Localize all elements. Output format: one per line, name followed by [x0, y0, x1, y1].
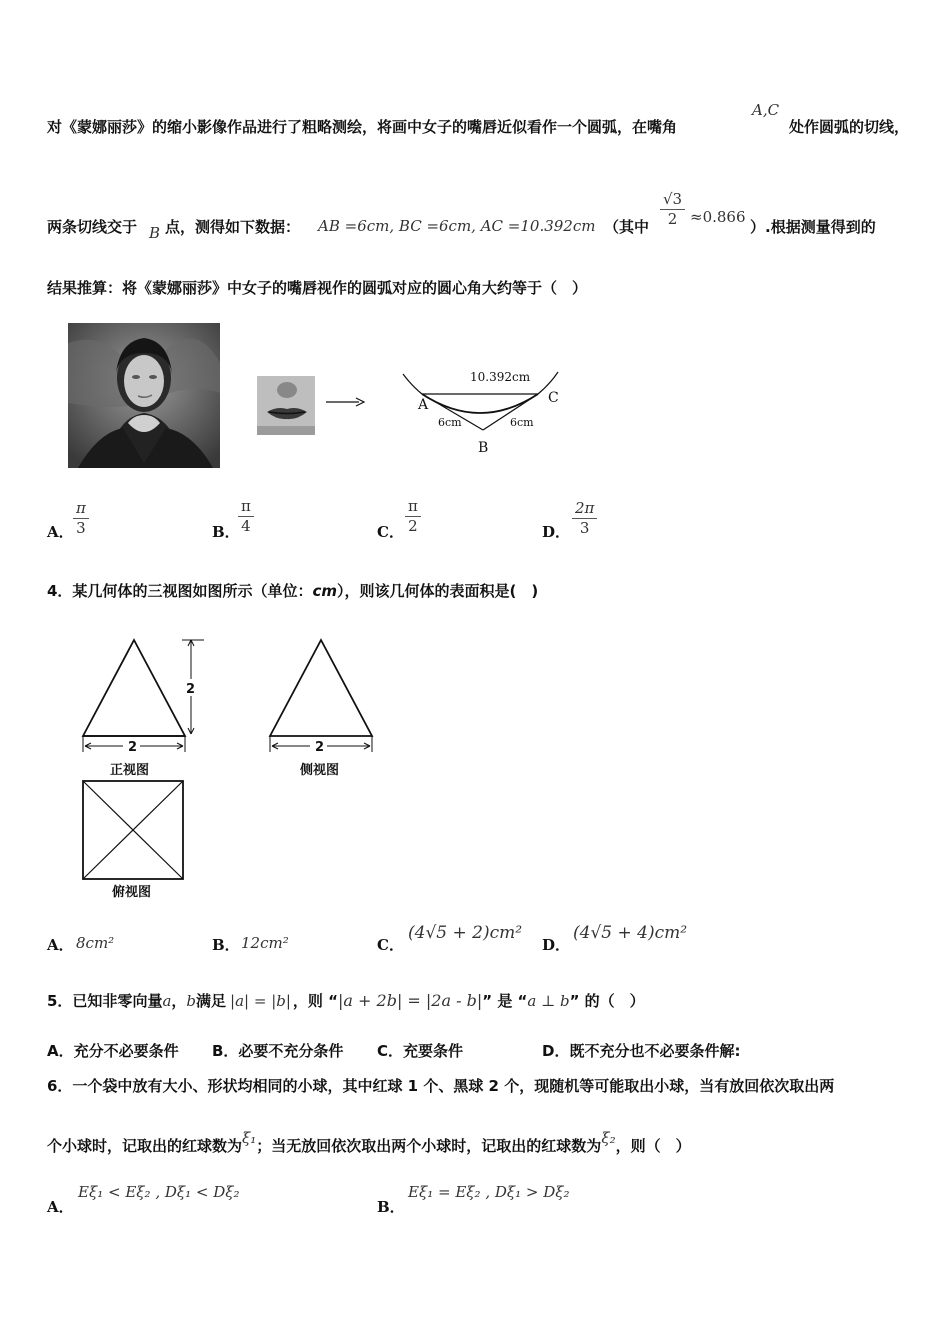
q6-line2-a: 个小球时，记取出的红球数为 [47, 1137, 243, 1155]
label-ac: 10.392cm [470, 370, 531, 384]
tangent-left-line [403, 374, 422, 394]
q3-option-b-letter[interactable]: B． [212, 523, 240, 541]
q5-option-d[interactable]: D．既不充分也不必要条件解: [542, 1042, 741, 1060]
q3-option-c-den: 2 [408, 517, 418, 535]
q3-sqrt3-fraction [660, 190, 685, 229]
front-view-figure [78, 634, 208, 779]
q4-option-b-text: 12cm² [241, 934, 289, 952]
q5-perp: a ⊥ b [527, 992, 570, 1010]
q4-option-d-text: (4√5 + 4)cm² [573, 923, 688, 943]
q3-option-a-fraction [73, 499, 89, 538]
q3-line1-b: 处作圆弧的切线， [789, 118, 910, 136]
q3-option-b-den: 4 [241, 517, 251, 535]
q3-line2-B: B [149, 224, 161, 242]
q4-option-c-letter[interactable]: C． [377, 936, 404, 954]
q3-option-c-letter[interactable]: C． [377, 523, 404, 541]
label-bc: 6cm [510, 416, 534, 429]
q6-option-b-text: Eξ₁ = Eξ₂ , Dξ₁ > Dξ₂ [408, 1183, 570, 1201]
q3-line3: 结果推算：将《蒙娜丽莎》中女子的嘴唇视作的圆弧对应的圆心角大约等于（ ） [47, 279, 588, 297]
q3-line2-b: 点，测得如下数据： [165, 218, 301, 236]
label-ab: 6cm [438, 416, 462, 429]
q6-option-b-letter[interactable]: B． [377, 1198, 405, 1216]
label-c: C [548, 390, 559, 406]
top-view-label: 俯视图 [112, 885, 152, 900]
q3-option-c-num: π [405, 497, 421, 517]
q3-line2-c: （其中 [604, 218, 650, 236]
q3-line2-math: AB =6cm, BC =6cm, AC =10.392cm [318, 217, 596, 235]
q5-expr: |a + 2b| = |2a - b| [338, 991, 483, 1010]
front-view-label: 正视图 [110, 763, 150, 778]
q3-option-b-fraction [238, 497, 254, 536]
q6-line1: 6．一个袋中放有大小、形状均相同的小球，其中红球 1 个、黑球 2 个，现随机等可能取出小球，当有放回依次取出两 [47, 1077, 835, 1095]
q6-line2 [47, 1129, 691, 1156]
q3-option-d-fraction [572, 499, 597, 538]
q3-option-d-den: 3 [579, 519, 590, 537]
side-width-label: 2 [315, 740, 325, 755]
q5-option-a[interactable]: A．充分不必要条件 [47, 1042, 179, 1060]
q4-option-a-letter[interactable]: A． [47, 936, 74, 954]
q4-option-a-text: 8cm² [76, 934, 115, 952]
q3-line2-d: ）.根据测量得到的 [750, 218, 876, 236]
q3-option-a-num: π [73, 499, 89, 519]
q5-vec-a: a [162, 992, 172, 1010]
q6-line2-c: ，则（ ） [615, 1137, 691, 1155]
q3-approx: ≈0.866 [690, 208, 746, 226]
q3-option-a-letter[interactable]: A． [47, 523, 74, 541]
q5-stem-d: ” 是 “ [482, 992, 528, 1010]
arrow-right-icon [326, 396, 366, 408]
side-view-label: 侧视图 [300, 763, 340, 778]
q6-option-a-text: Eξ₁ < Eξ₂ , Dξ₁ < Dξ₂ [78, 1183, 240, 1201]
q3-sqrt3-den: 2 [667, 210, 678, 228]
q4-stem-unit: cm [312, 582, 337, 600]
q5-vec-b: b [186, 992, 197, 1010]
q6-xi2: ξ₂ [601, 1129, 616, 1147]
q5-stem-a: 5．已知非零向量 [47, 992, 163, 1010]
q3-option-d-letter[interactable]: D． [542, 523, 571, 541]
front-height-label: 2 [186, 682, 196, 697]
q5-stem-e: ” 的（ ） [569, 992, 645, 1010]
mona-lisa-image [68, 323, 220, 468]
q5-stem-b: 满足 [196, 992, 227, 1010]
lip-arc [422, 394, 538, 413]
q3-line1-a: 对《蒙娜丽莎》的缩小影像作品进行了粗略测绘，将画中女子的嘴唇近似看作一个圆弧，在嘴角 [47, 118, 678, 136]
q4-stem-a: 4．某几何体的三视图如图所示（单位： [47, 582, 313, 600]
q4-option-c-text: (4√5 + 2)cm² [408, 923, 523, 943]
q3-option-b-num: π [238, 497, 254, 517]
q4-option-d-letter[interactable]: D． [542, 936, 571, 954]
label-a: A [418, 397, 429, 413]
q4-option-b-letter[interactable]: B． [212, 936, 240, 954]
q5-stem [47, 990, 645, 1011]
q5-option-c[interactable]: C．充要条件 [377, 1042, 464, 1060]
q6-xi1: ξ₁ [242, 1129, 257, 1147]
front-width-label: 2 [128, 740, 138, 755]
q4-stem-b: ），则该几何体的表面积是( ) [336, 582, 539, 600]
side-view-figure [265, 634, 380, 779]
label-b: B [478, 440, 489, 456]
q5-option-b[interactable]: B．必要不充分条件 [212, 1042, 344, 1060]
q3-line1-math: A,C [752, 101, 780, 119]
top-view-figure [80, 778, 190, 903]
q5-stem-c: ，则 “ [292, 992, 339, 1010]
q3-sqrt3-num: √3 [660, 190, 685, 210]
q3-option-d-num: 2π [572, 499, 597, 519]
q4-stem [47, 580, 538, 601]
q6-line2-b: ；当无放回依次取出两个小球时，记取出的红球数为 [256, 1137, 602, 1155]
q3-option-a-den: 3 [76, 519, 86, 537]
q6-option-a-letter[interactable]: A． [47, 1198, 74, 1216]
lip-arc-diagram [398, 364, 578, 459]
q3-line2-a: 两条切线交于 [47, 218, 138, 236]
q5-sep: ， [171, 992, 187, 1010]
lips-image [257, 376, 315, 435]
q3-option-c-fraction [405, 497, 421, 536]
q5-cond: |a| = |b| [230, 992, 291, 1010]
